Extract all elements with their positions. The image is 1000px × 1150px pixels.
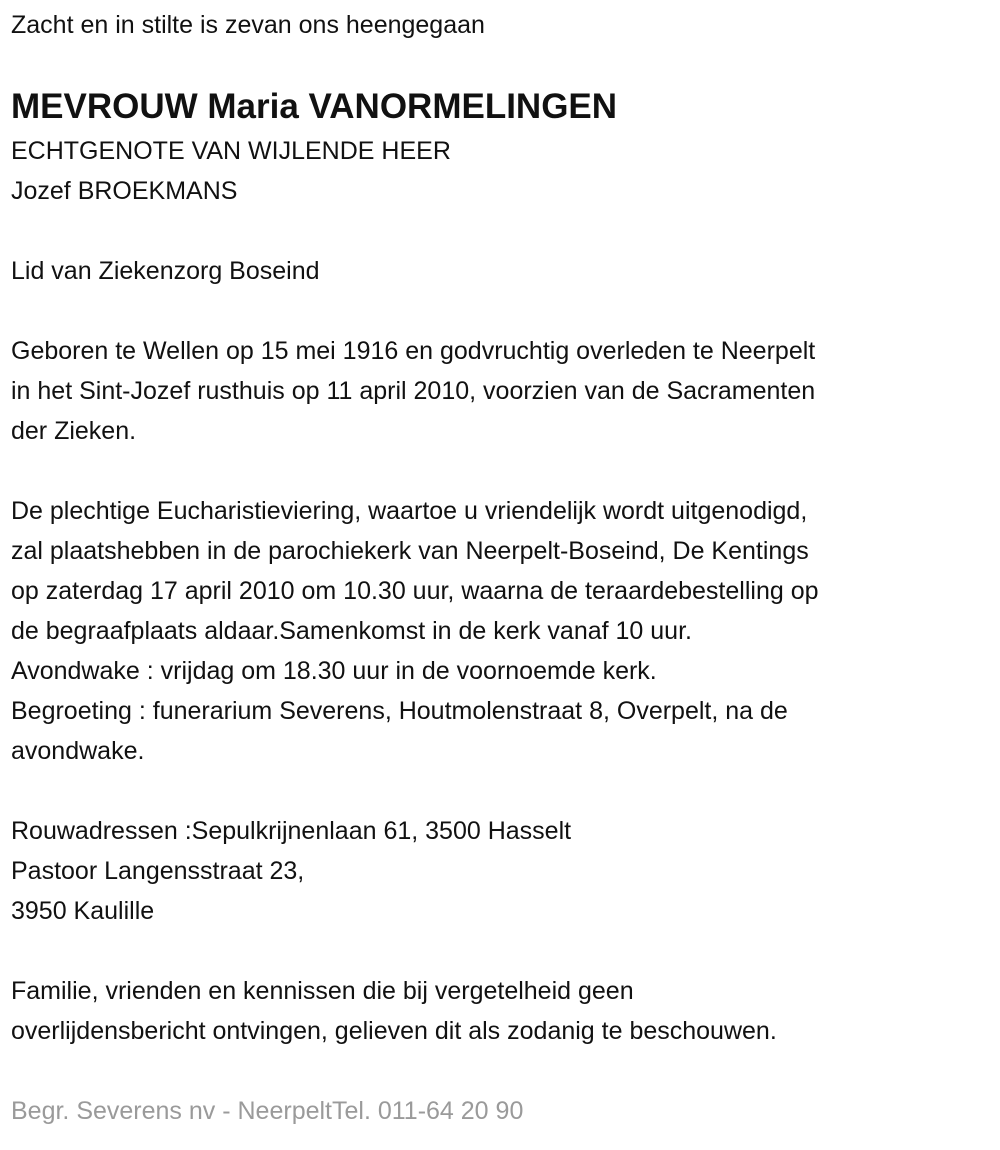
text-line: De plechtige Eucharistieviering, waartoe u vriendelijk wordt uitgenodigd, (11, 497, 808, 525)
membership-text: Lid van Ziekenzorg Boseind (11, 257, 320, 285)
membership-block (11, 251, 1000, 291)
text-line: Begroeting : funerarium Severens, Houtmolenstraat 8, Overpelt, na de (11, 697, 788, 725)
address-line: Rouwadressen :Sepulkrijnenlaan 61, 3500 Hasselt (11, 817, 572, 845)
deceased-name: MEVROUW Maria VANORMELINGEN (11, 87, 618, 126)
addresses-block (11, 811, 1000, 931)
funeral-home-footer: Begr. Severens nv - NeerpeltTel. 011-64 20 90 (11, 1097, 524, 1125)
ceremony-block (11, 491, 1000, 771)
text-line: de begraafplaats aldaar.Samenkomst in de kerk vanaf 10 uur. (11, 617, 692, 645)
text-line: der Zieken. (11, 417, 137, 445)
text-line: in het Sint-Jozef rusthuis op 11 april 2010, voorzien van de Sacramenten (11, 377, 816, 405)
address-line: Pastoor Langensstraat 23, (11, 857, 305, 885)
spouse-line: Jozef BROEKMANS (11, 177, 238, 205)
text-line: op zaterdag 17 april 2010 om 10.30 uur, waarna de teraardebestelling op (11, 577, 819, 605)
spouse-line: ECHTGENOTE VAN WIJLENDE HEER (11, 137, 451, 165)
text-line: avondwake. (11, 737, 145, 765)
text-line: zal plaatshebben in de parochiekerk van Neerpelt-Boseind, De Kentings (11, 537, 809, 565)
text-line: overlijdensbericht ontvingen, gelieven dit als zodanig te beschouwen. (11, 1017, 777, 1045)
footer-block (11, 1091, 1000, 1131)
text-line: Avondwake : vrijdag om 18.30 uur in de voornoemde kerk. (11, 657, 657, 685)
notice-block (11, 971, 1000, 1051)
text-line: Geboren te Wellen op 15 mei 1916 en godvruchtig overleden te Neerpelt (11, 337, 816, 365)
text-line: Familie, vrienden en kennissen die bij vergetelheid geen (11, 977, 634, 1005)
birth-death-block (11, 331, 1000, 451)
intro-text: Zacht en in stilte is zevan ons heengegaan (11, 11, 485, 39)
spouse-block (11, 131, 1000, 211)
address-line: 3950 Kaulille (11, 897, 155, 925)
